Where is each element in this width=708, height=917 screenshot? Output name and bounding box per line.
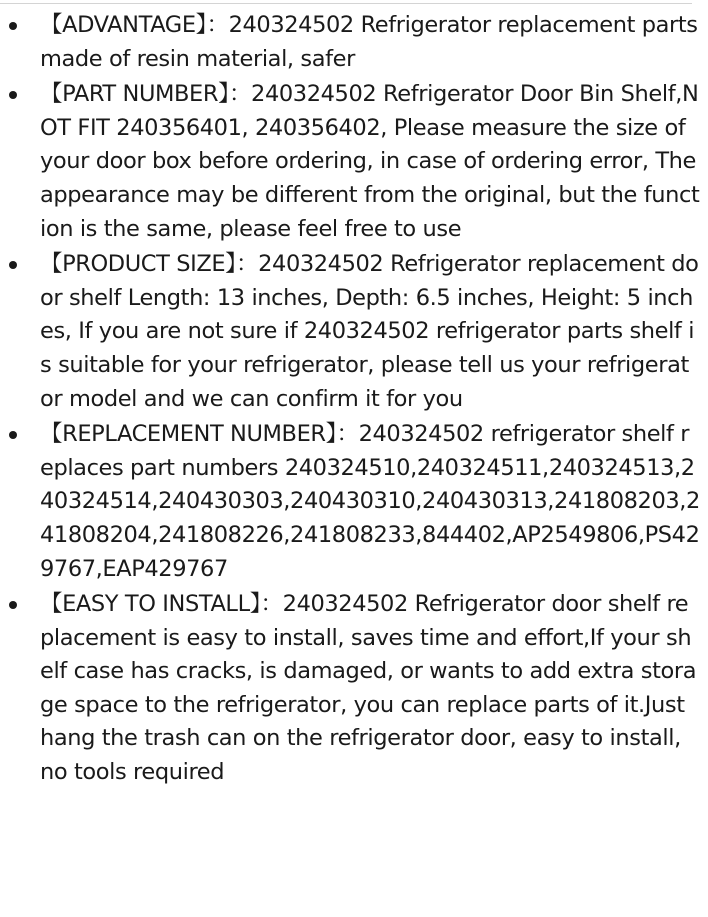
bullet-text: 【EASY TO INSTALL】：240324502 Refrigerator door shelf replacement is easy to install, saves time and effort,If your shelf case has cracks, is damaged, or wants to add extra storage space to the refrigerator, you can replace parts of it.Just hang the trash can on the refrigerator door, easy to install, no tools required	[40, 591, 697, 786]
bullet-dot-icon	[9, 91, 17, 99]
bullet-dot-icon	[9, 261, 17, 269]
bullet-replacement-number	[0, 418, 700, 586]
bullet-dot-icon	[9, 22, 17, 30]
bullet-part-number	[0, 78, 700, 246]
bullet-advantage	[0, 9, 700, 76]
bullet-easy-to-install	[0, 588, 700, 790]
bullet-text: 【PART NUMBER】：240324502 Refrigerator Door Bin Shelf,NOT FIT 240356401, 240356402, Please measure the size of your door box before ordering, in case of ordering error, The appearance may be different from the original, but the function is the same, please feel free to use	[40, 81, 700, 242]
feature-bullet-list	[0, 9, 700, 792]
bullet-dot-icon	[9, 601, 17, 609]
bullet-dot-icon	[9, 431, 17, 439]
bullet-product-size	[0, 248, 700, 416]
bullet-text: 【ADVANTAGE】：240324502 Refrigerator replacement parts made of resin material, safer	[40, 12, 698, 72]
top-divider	[0, 3, 692, 4]
bullet-text: 【PRODUCT SIZE】：240324502 Refrigerator replacement door shelf Length: 13 inches, Depth: 6.5 inches, Height: 5 inches, If you are not sure if 240324502 refrigerator parts shelf is suitable for your refrigerator, please tell us your refrigerator model and we can confirm it for you	[40, 251, 699, 412]
bullet-text: 【REPLACEMENT NUMBER】：240324502 refrigerator shelf replaces part numbers 240324510,240324511,240324513,240324514,240430303,240430310,240430313,241808203,241808204,241808226,241808233,844402,AP2549806,PS429767,EAP429767	[40, 421, 700, 582]
